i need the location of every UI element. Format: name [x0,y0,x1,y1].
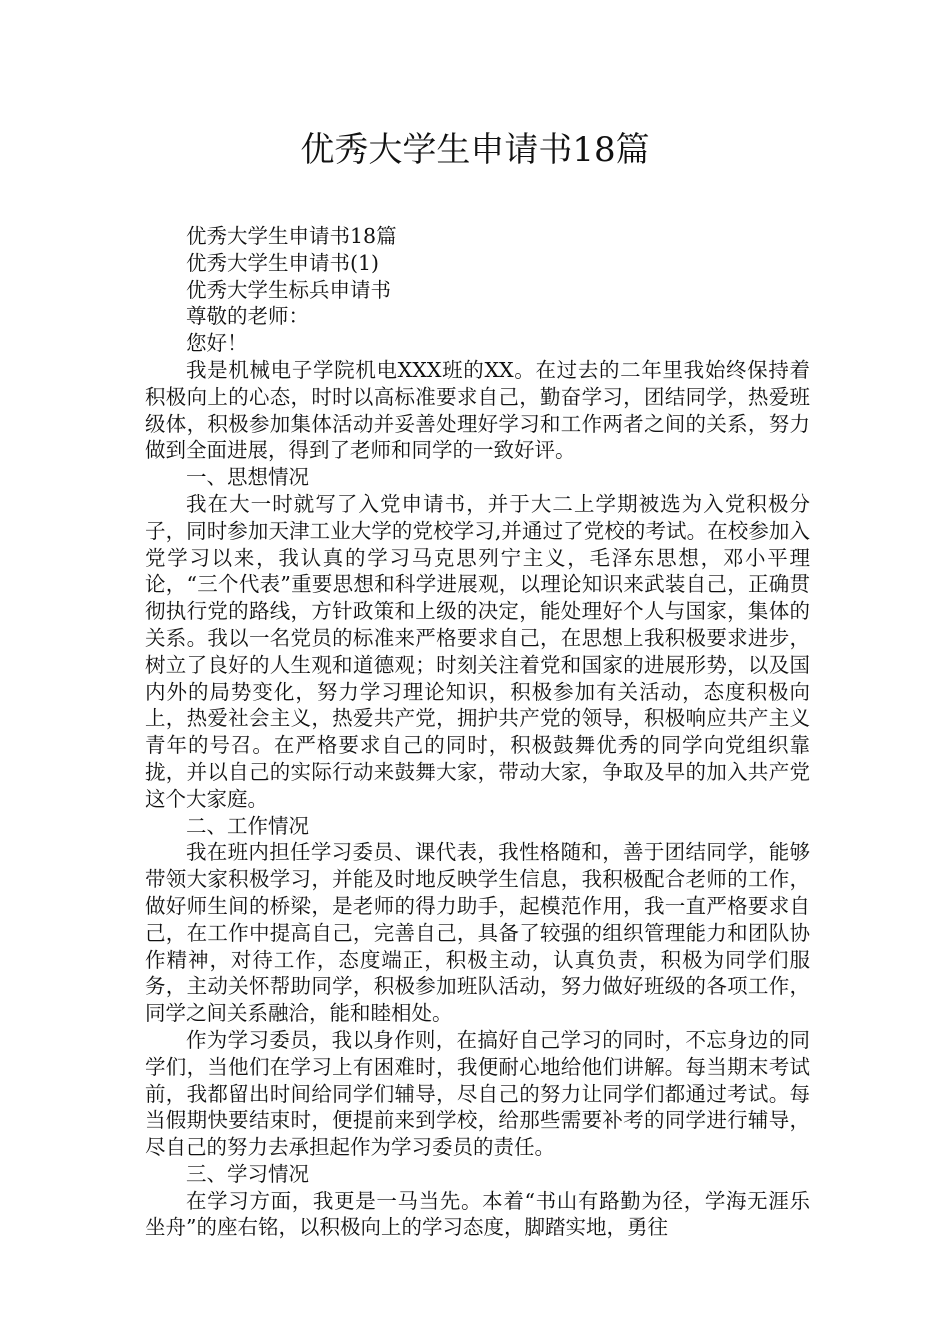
paragraph-salutation: 尊敬的老师： [186,304,309,329]
paragraph-subtitle: 优秀大学生申请书18篇 [186,224,397,248]
document-body [145,223,810,1241]
paragraph-work-1: 我在班内担任学习委员、课代表，我性格随和，善于团结同学，能够带领大家积极学习，并能及时地反映学生信息，我积极配合老师的工作，做好师生间的桥梁，是老师的得力助手，起模范作用，我一直严格要求自己，在工作中提高自己，完善自己，具备了较强的组织管理能力和团队协作精神，对待工作，态度端正，积极主动，认真负责，积极为同学们服务，主动关怀帮助同学，积极参加班队活动，努力做好班级的各项工作，同学之间关系融洽，能和睦相处。 [145,840,810,1026]
paragraph-study: 在学习方面，我更是一马当先。本着“书山有路勤为径，学海无涯乐坐舟”的座右铭，以积极向上的学习态度，脚踏实地，勇往 [145,1188,810,1240]
paragraph-ideology: 我在大一时就写了入党申请书，并于大二上学期被选为入党积极分子，同时参加天津工业大学的党校学习,并通过了党校的考试。在校参加入党学习以来，我认真的学习马克思列宁主义，毛泽东思想，邓小平理论，“三个代表”重要思想和科学进展观，以理论知识来武装自己，正确贯彻执行党的路线，方针政策和上级的决定，能处理好个人与国家，集体的关系。我以一名党员的标准来严格要求自己，在思想上我积极要求进步，树立了良好的人生观和道德观；时刻关注着党和国家的进展形势，以及国内外的局势变化，努力学习理论知识，积极参加有关活动，态度积极向上，热爱社会主义，热爱共产党，拥护共产党的领导，积极响应共产主义青年的号召。在严格要求自己的同时，积极鼓舞优秀的同学向党组织靠拢，并以自己的实际行动来鼓舞大家，带动大家，争取及早的加入共产党这个大家庭。 [145,491,810,811]
document-title: 优秀大学生申请书18篇 [300,130,650,170]
heading-study: 三、学习情况 [186,1161,309,1186]
paragraph-introduction: 我是机械电子学院机电XXX班的XX。在过去的二年里我始终保持着积极向上的心态，时时以高标准要求自己，勤奋学习，团结同学，热爱班级体，积极参加集体活动并妥善处理好学习和工作两者之间的关系，努力做到全面进展，得到了老师和同学的一致好评。 [145,357,810,463]
paragraph-application-title: 优秀大学生标兵申请书 [186,277,391,302]
paragraph-greeting: 您好！ [186,331,248,356]
paragraph-section-heading: 优秀大学生申请书(1) [186,250,380,275]
heading-ideology: 一、思想情况 [186,465,309,490]
heading-work: 二、工作情况 [186,813,309,838]
paragraph-work-2: 作为学习委员，我以身作则，在搞好自己学习的同时，不忘身边的同学们，当他们在学习上有困难时，我便耐心地给他们讲解。每当期末考试前，我都留出时间给同学们辅导，尽自己的努力让同学们都通过考试。每当假期快要结束时，便提前来到学校，给那些需要补考的同学进行辅导，尽自己的努力去承担起作为学习委员的责任。 [145,1027,810,1160]
